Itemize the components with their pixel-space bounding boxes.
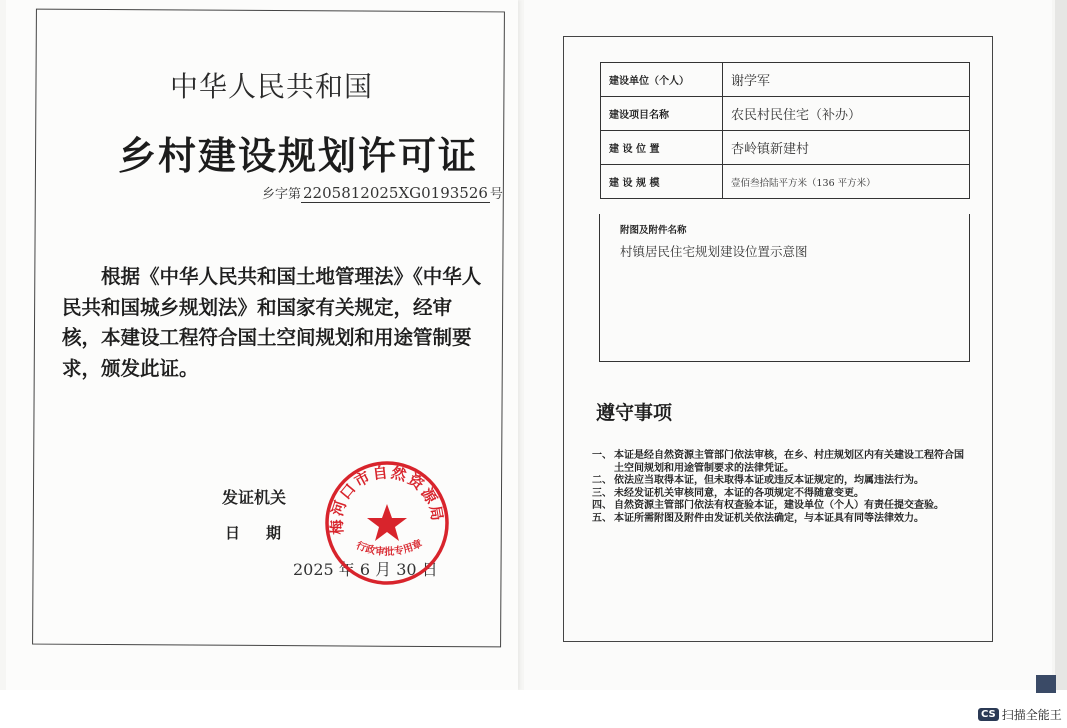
rule-index: 五、 <box>592 512 612 524</box>
field-label: 建 设 规 模 <box>601 165 723 199</box>
rule-text: 未经发证机关审核同意，本证的各项规定不得随意变更。 <box>614 487 864 499</box>
seal-text: 梅河口市自然资源局 <box>327 463 447 536</box>
info-row <box>601 63 970 97</box>
seal-star-icon <box>367 504 407 541</box>
info-row <box>601 165 970 199</box>
rules-list <box>592 450 968 525</box>
field-value: 农民村民住宅（补办） <box>723 97 970 131</box>
project-info-table <box>600 62 970 199</box>
rule-item <box>592 488 968 501</box>
page-edge <box>1055 0 1067 690</box>
rule-index: 四、 <box>592 500 612 511</box>
rule-item <box>592 513 968 526</box>
number-value: 2205812025XG0193526 <box>303 184 488 202</box>
rule-index: 三、 <box>592 487 612 499</box>
seal-subtext: 行政审批专用章 <box>354 538 425 559</box>
official-seal <box>322 458 452 588</box>
rule-item <box>592 475 968 488</box>
field-value: 壹佰叁拾陆平方米（136 平方米） <box>723 165 970 199</box>
field-label: 建 设 位 置 <box>601 131 723 165</box>
binder-edge <box>1036 675 1056 693</box>
field-label: 建设单位（个人） <box>601 63 723 97</box>
scan-bottom-strip <box>0 690 1067 728</box>
scanner-logo-icon: CS <box>978 708 999 721</box>
scanner-watermark <box>978 706 1062 723</box>
info-row <box>601 97 970 131</box>
rule-text: 依法应当取得本证，但未取得本证或违反本证规定的，均属违法行为。 <box>614 475 924 486</box>
rule-index: 二、 <box>592 475 612 486</box>
rule-item <box>592 450 968 475</box>
country-name: 中华人民共和国 <box>170 70 374 103</box>
rule-text: 自然资源主管部门依法有权查验本证，建设单位（个人）有责任提交查验。 <box>614 500 944 511</box>
scanner-name: 扫描全能王 <box>1001 708 1062 722</box>
certificate-title: 乡村建设规划许可证 <box>118 134 479 178</box>
field-label: 建设项目名称 <box>601 97 723 131</box>
issuer-label: 发证机关 <box>222 488 287 507</box>
attachment-box <box>599 214 970 362</box>
rule-item <box>592 500 968 513</box>
rule-text: 本证是经自然资源主管部门依法审核，在乡、村庄规划区内有关建设工程符合国土空间规划和用途管制要求的法律凭证。 <box>614 450 964 474</box>
issue-date: 2025 年 6 月 30 日 <box>293 560 438 579</box>
rule-text: 本证所需附图及附件由发证机关依法确定，与本证具有同等法律效力。 <box>614 512 924 524</box>
certificate-number <box>262 183 503 202</box>
field-value: 杏岭镇新建村 <box>723 131 970 165</box>
attachment-label: 附图及附件名称 <box>620 225 687 236</box>
number-suffix: 号 <box>489 187 503 202</box>
field-value: 谢学军 <box>723 63 970 97</box>
number-prefix: 乡字第 <box>262 187 302 202</box>
rules-title: 遵守事项 <box>596 402 673 424</box>
info-row <box>601 131 970 165</box>
certificate-body: 根据《中华人民共和国土地管理法》《中华人民共和国城乡规划法》和国家有关规定，经审核，本建设工程符合国土空间规划和用途管制要求，颁发此证。 <box>62 265 482 380</box>
rule-index: 一、 <box>592 450 612 461</box>
attachment-value: 村镇居民住宅规划建设位置示意图 <box>620 244 808 259</box>
date-label: 日期 <box>225 524 308 542</box>
